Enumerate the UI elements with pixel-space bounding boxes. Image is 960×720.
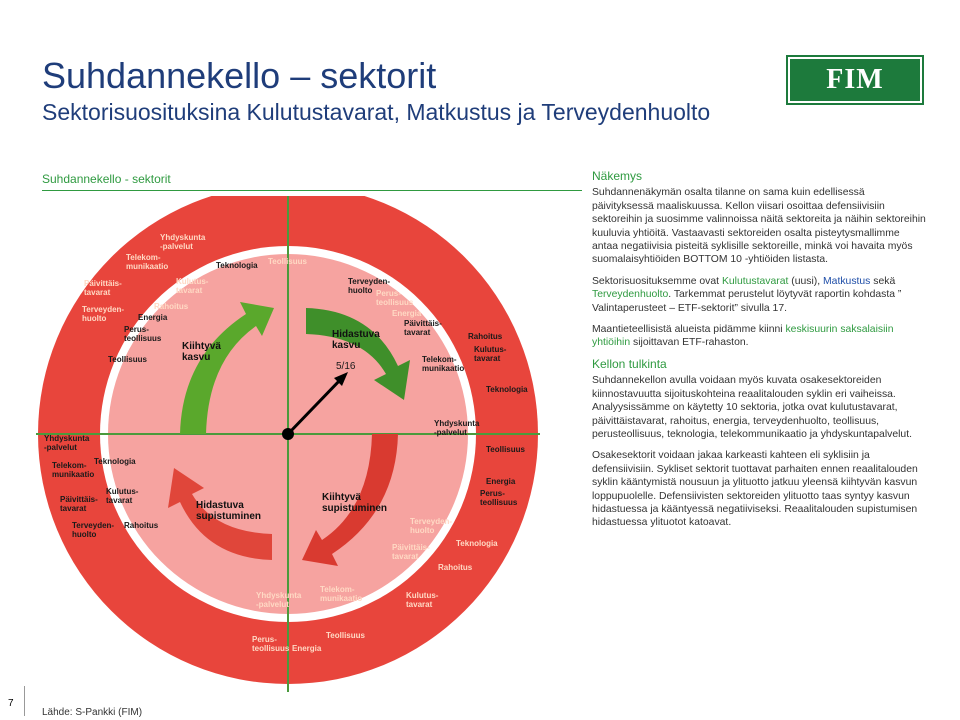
page-title: Suhdannekello – sektorit xyxy=(42,55,437,96)
sector-label-r-ene: Energia xyxy=(486,477,516,486)
commentary-panel xyxy=(592,170,928,538)
sector-label-ul-tele: Telekom-munikaatio xyxy=(126,253,169,271)
sector-label-ul-rah: Rahoitus xyxy=(154,302,189,311)
nakemys-text: Suhdannenäkymän osalta tilanne on sama kuin edellisessä päivityksessä maaliskuussa. Kellon viisari osoittaa defensiivisiin sektoreihin ja suosimme valinnoissa näitä sektoreita ja näihin sektoreihin kuuluvia yhtiöitä. Vastaavasti sektoreiden osalta pisteytysmallimme antaa negatiivisia pisteitä syklisille sektoreille, minkä voi havaita myös suomalaisyhtiöiden BOTTOM 10 -yhtiöiden listasta. xyxy=(592,187,926,266)
phase-label-kiihtyva-supistuminen: Kiihtyvä supistuminen xyxy=(322,492,388,514)
sector-label-ur-per: Perus-teollisuus xyxy=(376,289,414,307)
sector-label-r-teo: Teollisuus xyxy=(486,445,525,454)
business-cycle-clock xyxy=(36,196,540,692)
sector-label-b-ene: Energia xyxy=(292,644,322,653)
sector-label-lr-tek: Teknologia xyxy=(456,539,498,548)
sector-label-t-tek: Teknologia xyxy=(216,261,258,270)
rec-matkustus: Matkustus xyxy=(823,275,871,287)
sector-label-ur-kul: Kulutus-tavarat xyxy=(474,345,507,363)
tulkinta-text-2: Osakesektorit voidaan jakaa karkeasti kahteen eli syklisiin ja defensiivisiin. Sykliset sektorit tuottavat parhaiten ennen reaalitalouden syklin kääntymistä nousuun ja ylituotto jatkuu yleensä kiihtyvän kasvun loppupuolelle. Defensiivisten sektoreiden ylituotto taas syntyy kasvun hidastuessa ja kääntyessä negatiiviseksi. Reaalitalouden supistumisen hidastuessa ylituotot katoavat. xyxy=(592,450,918,529)
sector-label-ul-ene: Energia xyxy=(138,313,168,322)
page-subtitle: Sektorisuosituksina Kulutustavarat, Matkustus ja Terveydenhuolto xyxy=(42,99,711,125)
sector-label-ur-ene: Energia xyxy=(392,309,422,318)
sector-label-ur-ter: Terveyden-huolto xyxy=(348,277,391,295)
sector-label-ul-pai: Päivittäis-tavarat xyxy=(84,279,122,297)
sector-label-b-teo: Teollisuus xyxy=(326,631,365,640)
sector-label-l-tek: Teknologia xyxy=(94,457,136,466)
page-number-divider xyxy=(24,686,25,716)
source-note: Lähde: S-Pankki (FIM) xyxy=(42,707,143,718)
sector-label-t-teo: Teollisuus xyxy=(268,257,307,266)
sector-label-r-per: Perus-teollisuus xyxy=(480,489,518,507)
sector-label-ur-tele: Telekom-munikaatio xyxy=(422,355,465,373)
rec-kulutustavarat: Kulutustavarat xyxy=(721,275,789,287)
sector-label-ul-per: Perus-teollisuus xyxy=(124,325,162,343)
sector-label-r-yhd: Yhdyskunta -palvelut xyxy=(434,419,480,437)
clock-hub xyxy=(282,428,294,440)
sector-label-ul-kul: Kulutus-tavarat xyxy=(176,277,209,295)
geo-highlight: keskisuurin saksalaisiin yhtiöihin xyxy=(592,324,894,349)
sector-label-b-tele: Telekom-munikaatio xyxy=(320,585,363,603)
sector-label-ul-yhd: Yhdyskunta -palvelut xyxy=(160,233,206,251)
sector-label-b-yhd: Yhdyskunta -palvelut xyxy=(256,591,302,609)
rec-terveydenhuolto: Terveydenhuolto xyxy=(592,289,669,301)
sector-label-l-tele: Telekom-munikaatio xyxy=(52,461,95,479)
tulkinta-heading: Kellon tulkinta xyxy=(592,356,667,371)
clock-date-label: 5/16 xyxy=(336,361,356,372)
sector-label-l-pai: Päivittäis-tavarat xyxy=(60,495,98,513)
tulkinta-text-1: Suhdannekellon avulla voidaan myös kuvata osakesektoreiden kiinnostavuutta sijoituskohteina reaalitalouden syklin eri vaiheissa. Analyysissämme on käytetty 10 sektoria, jotka ovat kulutustavarat, päivittäistavarat, rahoitus, energia, terveydenhuolto, teollisuus, perusteollisuus, teknologia, telekommunikaatio ja yhdyskuntapalvelut. xyxy=(592,375,912,440)
sector-label-ul-ter: Terveyden-huolto xyxy=(82,305,125,323)
fim-logo: FIM xyxy=(788,57,922,103)
sector-label-ur-pai: Päivittäis-tavarat xyxy=(404,319,442,337)
sector-label-l-kul: Kulutus-tavarat xyxy=(106,487,139,505)
diagram-divider xyxy=(42,190,582,191)
sector-label-b-kul: Kulutus-tavarat xyxy=(406,591,439,609)
sector-label-l-ter: Terveyden-huolto xyxy=(72,521,115,539)
sector-label-lr-ter: Terveyden-huolto xyxy=(410,517,453,535)
nakemys-heading: Näkemys xyxy=(592,169,643,183)
sector-label-r-tek: Teknologia xyxy=(486,385,528,394)
diagram-title: Suhdannekello - sektorit xyxy=(42,172,171,186)
phase-label-hidastuva-supistuminen: Hidastuva supistuminen xyxy=(196,500,262,522)
sector-label-lr-pai: Päivittäis-tavarat xyxy=(392,543,430,561)
sector-label-ur-rah: Rahoitus xyxy=(468,332,503,341)
sector-label-l-yhd: Yhdyskunta -palvelut xyxy=(44,434,90,452)
sector-label-b-per: Perus-teollisuus xyxy=(252,635,290,653)
recommendation-text: Sektorisuosituksemme ovat Kulutustavarat (uusi), Matkustus sekä Terveydenhuolto. Tarkemmat perustelut löytyvät raportin kohdasta ” Valintaperusteet – ETF-sektorit” sivulla 17. xyxy=(592,275,902,314)
page-number: 7 xyxy=(8,698,14,709)
phase-label-kiihtyva-kasvu: Kiihtyvä kasvu xyxy=(182,341,221,363)
sector-label-lr-rah: Rahoitus xyxy=(438,563,473,572)
phase-label-hidastuva-kasvu: Hidastuva kasvu xyxy=(332,329,380,351)
sector-label-ul-teo: Teollisuus xyxy=(108,355,147,364)
sector-label-l-rah: Rahoitus xyxy=(124,521,159,530)
geography-text: Maantieteellisistä alueista pidämme kiinni keskisuurin saksalaisiin yhtiöihin sijoittavan ETF-rahaston. xyxy=(592,324,894,349)
